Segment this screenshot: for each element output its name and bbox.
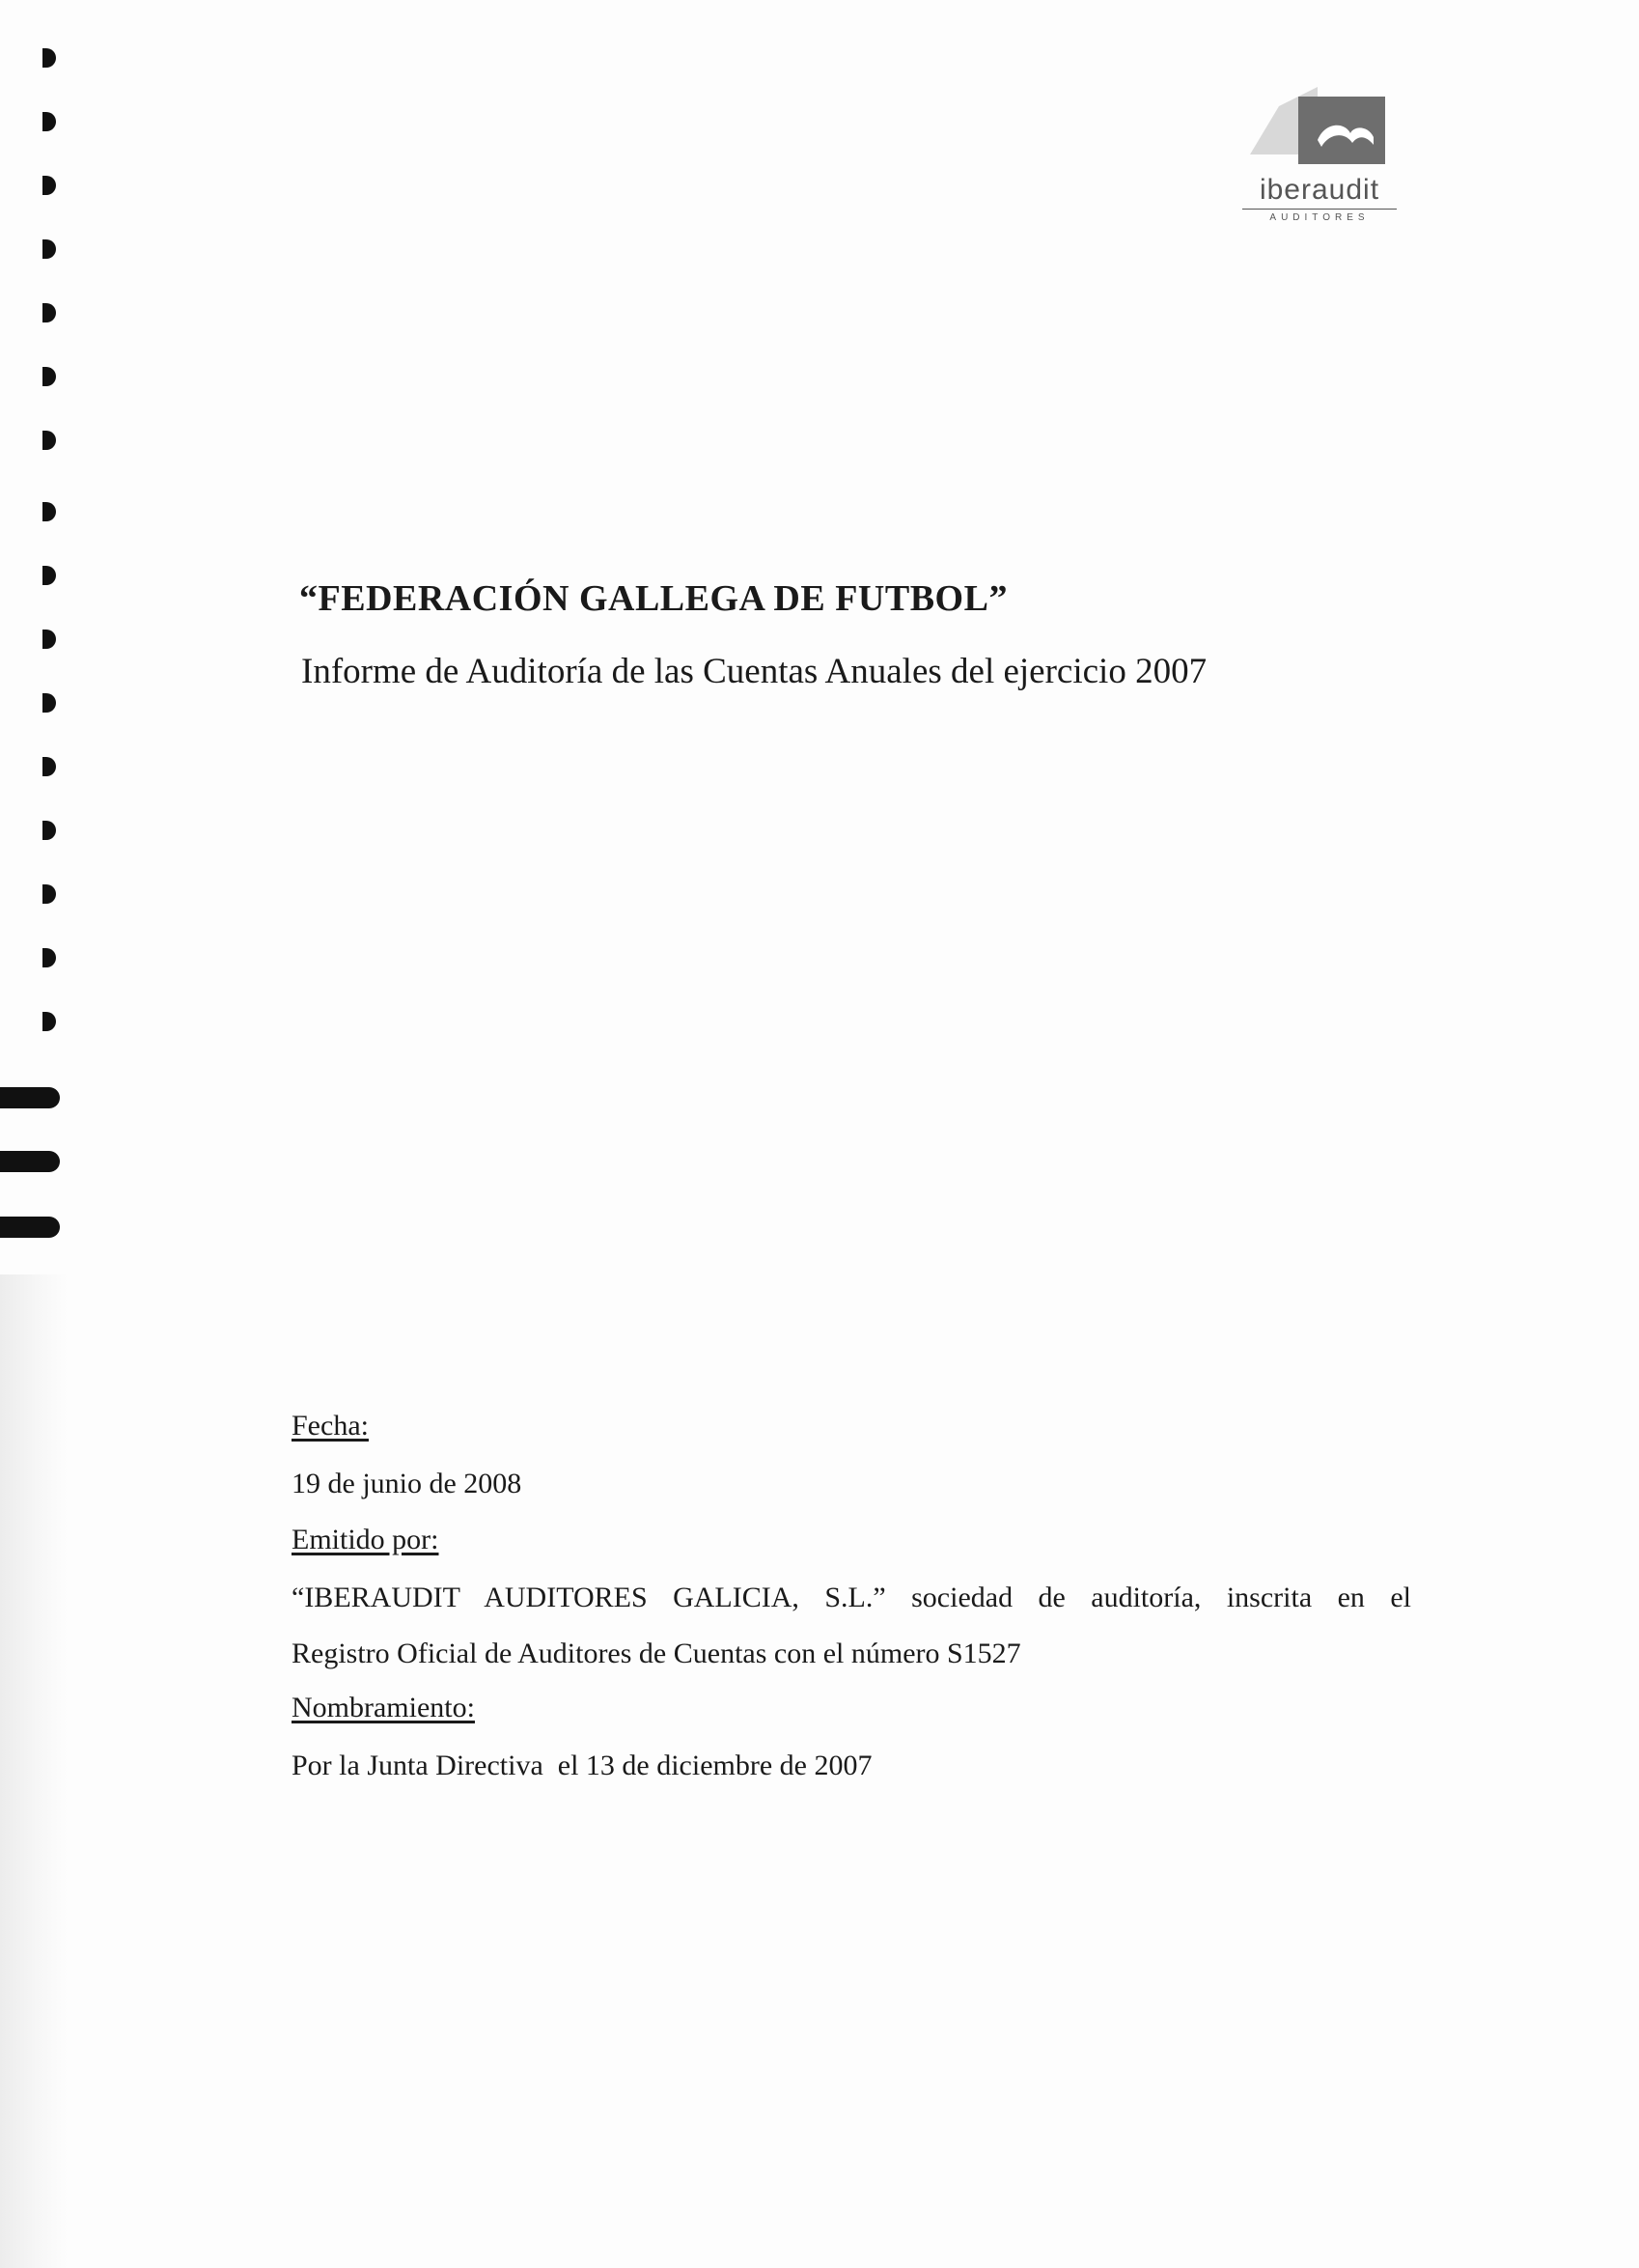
nombramiento-value: Por la Junta Directiva el 13 de diciembre de 2007	[292, 1750, 873, 1781]
binding-hole	[0, 1217, 60, 1238]
binding-hole	[0, 1151, 60, 1172]
binding-hole	[42, 884, 56, 904]
binding-hole	[42, 431, 56, 450]
iberaudit-logo	[1221, 87, 1400, 227]
binding-hole	[42, 112, 56, 131]
logo-mark-icon	[1221, 87, 1400, 174]
logo-wordmark: iberaudit	[1259, 174, 1380, 206]
document-title: “FEDERACIÓN GALLEGA DE FUTBOL”	[299, 578, 1008, 619]
binding-hole	[42, 566, 56, 585]
nombramiento-label	[292, 1692, 1411, 1724]
logo-subtitle: AUDITORES	[1242, 209, 1397, 223]
binding-hole	[42, 367, 56, 386]
binding-hole	[42, 1012, 56, 1031]
binding-hole	[42, 821, 56, 840]
fecha-value: 19 de junio de 2008	[292, 1468, 522, 1499]
emitido-line-2: Registro Oficial de Auditores de Cuentas con el número S1527	[292, 1638, 1021, 1669]
fecha-label-text: Fecha:	[292, 1410, 369, 1442]
emitido-label-text: Emitido por:	[292, 1524, 439, 1555]
binding-holes	[0, 0, 77, 1274]
binding-hole	[42, 48, 56, 68]
binding-hole	[42, 948, 56, 967]
binding-hole	[42, 757, 56, 776]
page-edge-shadow	[0, 1274, 68, 2268]
binding-hole	[42, 693, 56, 713]
binding-hole	[42, 239, 56, 259]
nombramiento-label-text: Nombramiento:	[292, 1692, 475, 1723]
binding-hole	[42, 502, 56, 521]
binding-hole	[42, 303, 56, 322]
emitido-line-1: “IBERAUDIT AUDITORES GALICIA, S.L.” sociedad de auditoría, inscrita en el	[292, 1582, 1411, 1613]
fecha-label	[292, 1410, 1411, 1442]
binding-hole	[0, 1087, 60, 1108]
document-subtitle: Informe de Auditoría de las Cuentas Anuales del ejercicio 2007	[301, 652, 1208, 691]
emitido-label	[292, 1524, 1411, 1556]
binding-hole	[42, 176, 56, 195]
binding-hole	[42, 630, 56, 649]
